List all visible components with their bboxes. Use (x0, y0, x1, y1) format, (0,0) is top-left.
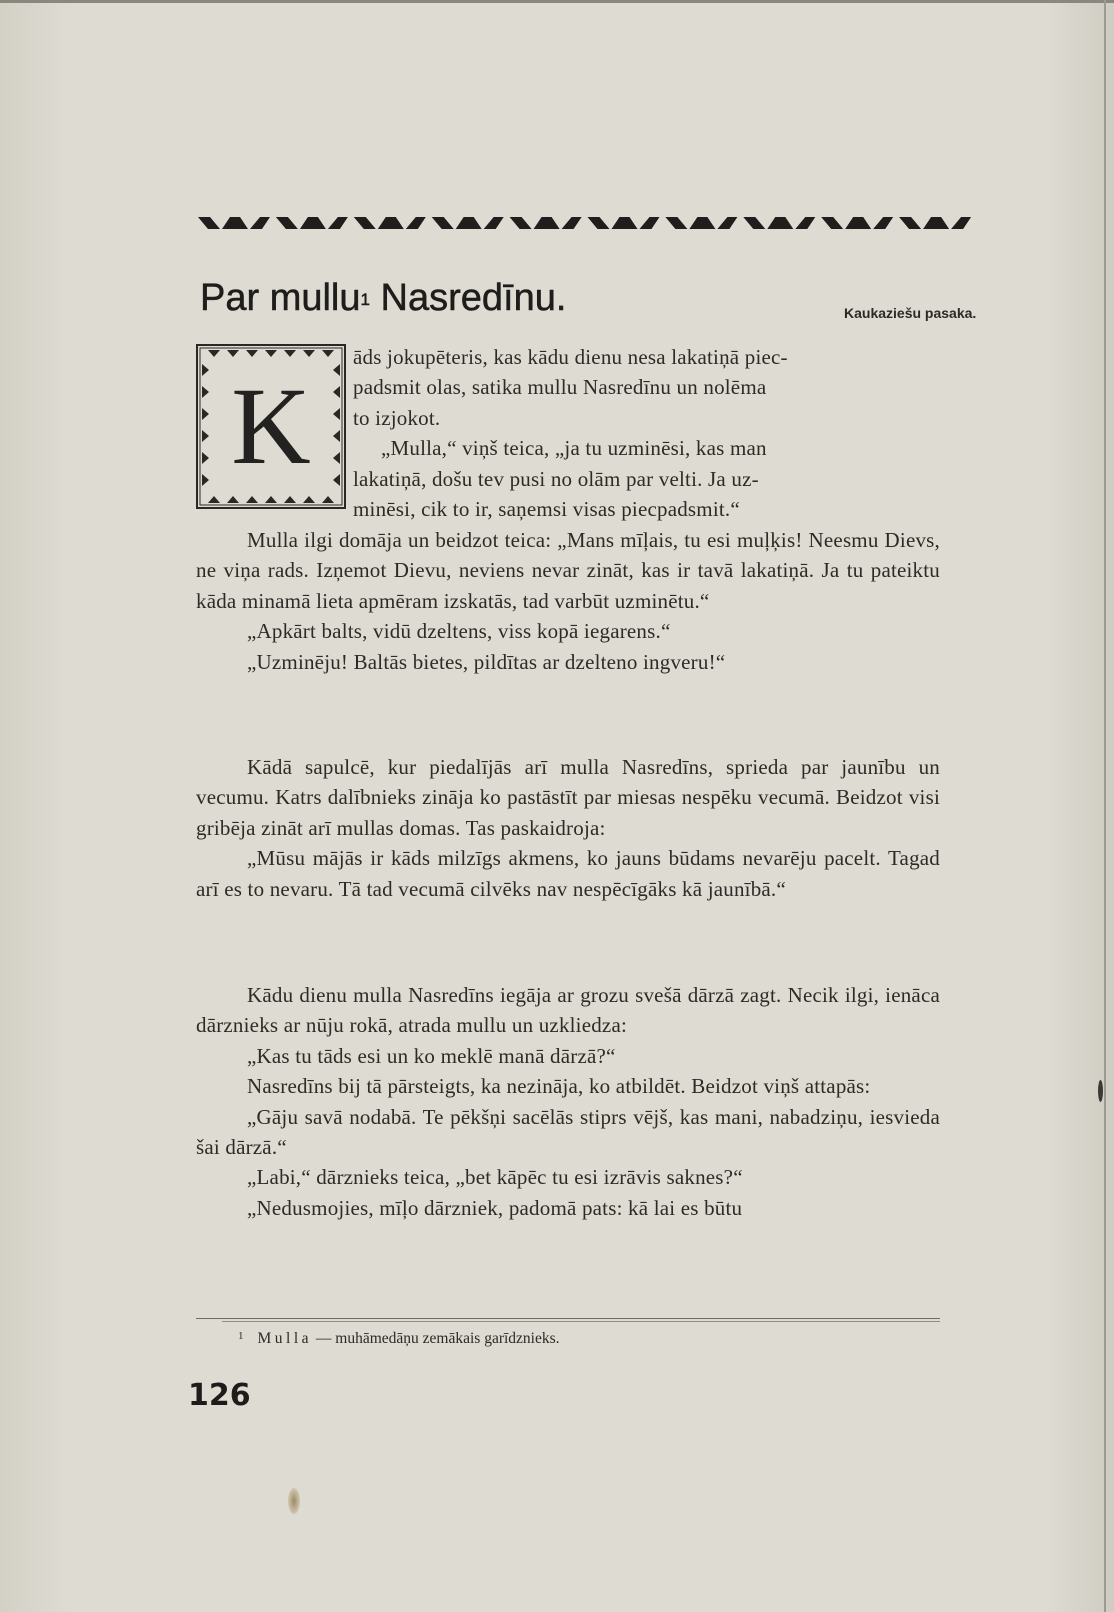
ornament-motif (743, 217, 815, 229)
story-section-3 (196, 980, 940, 1223)
footnote-divider (196, 1318, 940, 1319)
paragraph: „Mūsu mājās ir kāds milzīgs akmens, ko jauns būdams nevarēju pacelt. Tagad arī es to nevaru. Tā tad vecumā cilvēks nav nespēcīgāks kā jaunībā.“ (196, 846, 940, 901)
lead-line-6: minēsi, cik to ir, saņemsi visas piecpadsmit.“ (353, 497, 740, 522)
decorative-header-ornament (196, 212, 975, 234)
page-number: 126 (188, 1378, 251, 1413)
opening-paragraph (353, 342, 940, 524)
ornament-motif (899, 217, 971, 229)
page-stain-mark (288, 1488, 300, 1514)
story-section-2 (196, 752, 940, 904)
lead-line-5: lakatiņā, došu tev pusi no olām par velti. Ja uz- (353, 466, 759, 491)
lead-line-2: padsmit olas, satika mullu Nasredīnu un nolēma (353, 375, 767, 400)
ornament-motif (198, 217, 270, 229)
paragraph: „Gāju savā nodabā. Te pēkšņi sacēlās stiprs vējš, kas mani, nabadziņu, iesvieda šai dārzā.“ (196, 1104, 940, 1160)
ornament-motif (821, 217, 893, 229)
paragraph: „Labi,“ dārznieks teica, „bet kāpēc tu esi izrāvis saknes?“ (247, 1165, 743, 1190)
lead-line-3: to izjokot. (353, 405, 441, 430)
title-footnote-ref: 1 (360, 290, 370, 309)
ornament-motif (354, 217, 426, 229)
ornament-motif (432, 217, 504, 229)
story-section-1 (196, 525, 940, 677)
title-text: Par mullu (200, 277, 361, 319)
page-top-edge (0, 0, 1114, 3)
ornament-motif (588, 217, 660, 229)
footnote-text: — muhāmedāņu zemākais garīdznieks. (312, 1330, 560, 1347)
footnote-term: Mulla (257, 1330, 313, 1347)
paragraph: Kādu dienu mulla Nasredīns iegāja ar grozu svešā dārzā zagt. Necik ilgi, ienāca dārznieks ar nūju rokā, atrada mullu un uzkliedza: (196, 983, 940, 1038)
page-right-smudge (1098, 1080, 1103, 1102)
drop-cap-frame (196, 344, 346, 509)
footnote (238, 1330, 560, 1348)
ornament-motif (510, 217, 582, 229)
ornament-motif (665, 217, 737, 229)
title-name: Nasredīnu. (380, 277, 567, 319)
paragraph: Kādā sapulcē, kur piedalījās arī mulla Nasredīns, sprieda par jaunību un vecumu. Katrs dalībnieks zināja ko pastāstīt par miesas nespēku vecumā. Beidzot visi gribēja zināt arī mullas domas. Tas paskaidroja: (196, 755, 940, 840)
paragraph: „Nedusmojies, mīļo dārzniek, padomā pats: kā lai es būtu (247, 1195, 743, 1220)
paragraph: „Uzminēju! Baltās bietes, pildītas ar dzelteno ingveru!“ (247, 649, 726, 674)
drop-cap-letter: K (231, 365, 311, 487)
story-subtitle: Kaukaziešu pasaka. (844, 305, 977, 321)
ornament-motif (276, 217, 348, 229)
lead-line-1: āds jokupēteris, kas kādu dienu nesa lakatiņā piec- (353, 345, 788, 369)
paragraph: Mulla ilgi domāja un beidzot teica: „Mans mīļais, tu esi muļķis! Neesmu Dievs, ne viņa rads. Izņemot Dievu, neviens nevar zināt, kas ir tavā lakatiņā. Ja tu pateiktu kāda minamā lieta apmēram izskatās, tad varbūt uzminētu.“ (196, 528, 940, 613)
paragraph: „Apkārt balts, vidū dzeltens, viss kopā iegarens.“ (247, 619, 671, 644)
story-title (200, 276, 566, 320)
paragraph: Nasredīns bij tā pārsteigts, ka nezināja, ko atbildēt. Beidzot viņš attapās: (247, 1074, 871, 1099)
lead-line-4: „Mulla,“ viņš teica, „ja tu uzminēsi, kas man (381, 436, 767, 461)
paragraph: „Kas tu tāds esi un ko meklē manā dārzā?“ (247, 1043, 616, 1068)
footnote-divider-secondary (222, 1321, 940, 1322)
footnote-mark: 1 (238, 1330, 244, 1342)
page-right-edge (1104, 0, 1106, 1612)
